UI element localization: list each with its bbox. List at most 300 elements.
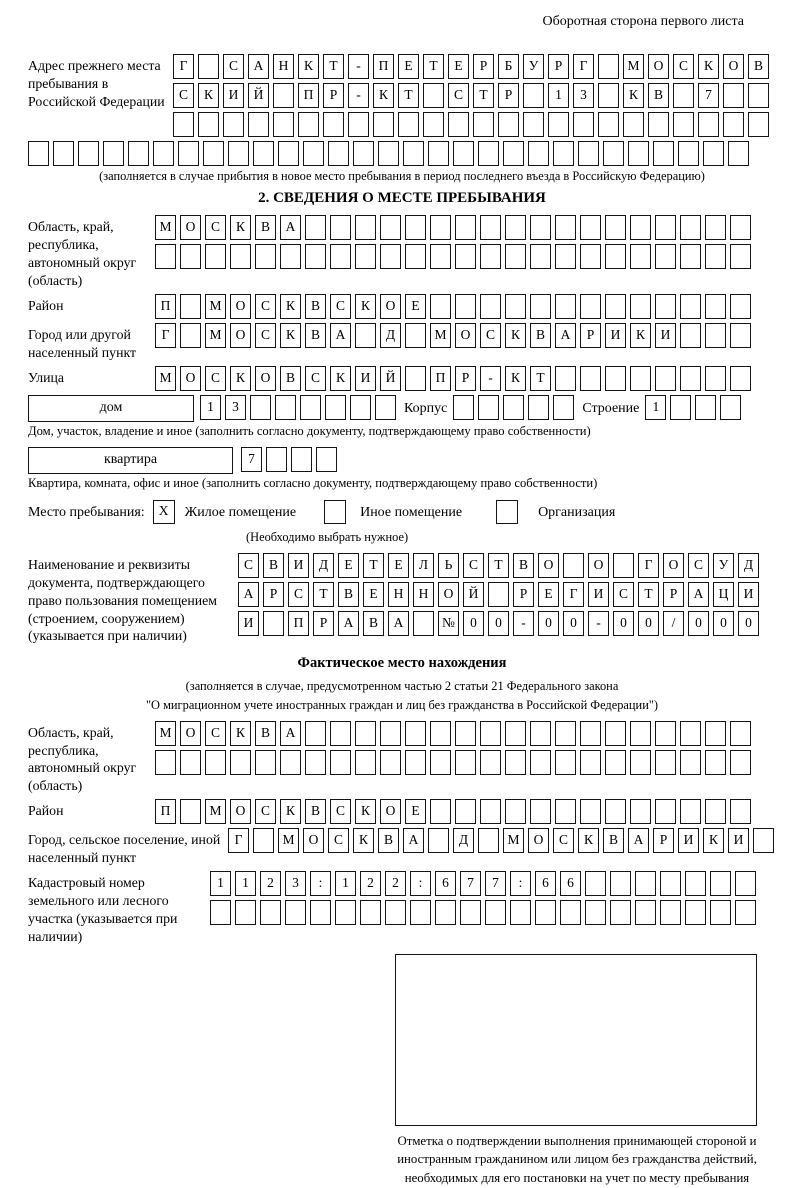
char-cell[interactable]: Л [413, 553, 434, 578]
char-cell[interactable] [670, 395, 691, 420]
char-cell[interactable]: Г [573, 54, 594, 79]
char-cell[interactable] [285, 900, 306, 925]
char-cell[interactable]: О [538, 553, 559, 578]
char-cell[interactable] [305, 750, 326, 775]
char-cell[interactable] [305, 215, 326, 240]
char-cell[interactable]: М [205, 294, 226, 319]
char-cell[interactable]: К [373, 83, 394, 108]
char-cell[interactable] [730, 721, 751, 746]
char-cell[interactable]: В [338, 582, 359, 607]
char-cell[interactable]: Е [405, 294, 426, 319]
char-cell[interactable] [330, 244, 351, 269]
char-cell[interactable]: К [280, 323, 301, 348]
char-cell[interactable] [730, 750, 751, 775]
char-cell[interactable]: А [628, 828, 649, 853]
char-cell[interactable]: 1 [335, 871, 356, 896]
char-cell[interactable]: М [155, 366, 176, 391]
char-cell[interactable]: Ц [713, 582, 734, 607]
char-cell[interactable]: Г [155, 323, 176, 348]
char-cell[interactable]: Е [405, 799, 426, 824]
char-cell[interactable] [585, 871, 606, 896]
char-cell[interactable] [630, 215, 651, 240]
char-cell[interactable] [680, 323, 701, 348]
char-cell[interactable]: О [723, 54, 744, 79]
char-cell[interactable] [705, 294, 726, 319]
char-cell[interactable]: 0 [563, 611, 584, 636]
char-cell[interactable] [480, 799, 501, 824]
char-cell[interactable]: В [305, 799, 326, 824]
char-cell[interactable] [250, 395, 271, 420]
char-cell[interactable]: А [688, 582, 709, 607]
char-cell[interactable] [305, 721, 326, 746]
char-cell[interactable] [273, 83, 294, 108]
char-cell[interactable]: Т [323, 54, 344, 79]
char-cell[interactable]: М [205, 799, 226, 824]
char-cell[interactable]: М [430, 323, 451, 348]
char-cell[interactable] [455, 721, 476, 746]
char-cell[interactable]: Р [313, 611, 334, 636]
char-cell[interactable]: 7 [698, 83, 719, 108]
char-cell[interactable]: К [630, 323, 651, 348]
char-cell[interactable] [310, 900, 331, 925]
char-cell[interactable] [385, 900, 406, 925]
char-cell[interactable] [680, 244, 701, 269]
char-cell[interactable] [555, 721, 576, 746]
char-cell[interactable]: О [588, 553, 609, 578]
char-cell[interactable]: П [155, 799, 176, 824]
char-cell[interactable] [673, 83, 694, 108]
char-cell[interactable] [530, 294, 551, 319]
char-cell[interactable] [230, 244, 251, 269]
char-cell[interactable]: Т [313, 582, 334, 607]
char-cell[interactable] [173, 112, 194, 137]
char-cell[interactable]: С [688, 553, 709, 578]
char-cell[interactable] [503, 395, 524, 420]
char-cell[interactable] [680, 750, 701, 775]
char-cell[interactable] [523, 83, 544, 108]
char-cell[interactable]: Н [273, 54, 294, 79]
char-cell[interactable]: А [338, 611, 359, 636]
char-cell[interactable] [455, 294, 476, 319]
char-cell[interactable] [610, 900, 631, 925]
char-cell[interactable] [548, 112, 569, 137]
char-cell[interactable]: О [180, 366, 201, 391]
char-cell[interactable] [153, 141, 174, 166]
char-cell[interactable]: О [438, 582, 459, 607]
char-cell[interactable]: Д [738, 553, 759, 578]
char-cell[interactable]: П [155, 294, 176, 319]
char-cell[interactable] [705, 323, 726, 348]
char-cell[interactable] [478, 828, 499, 853]
char-cell[interactable] [488, 582, 509, 607]
char-cell[interactable]: 3 [225, 395, 246, 420]
char-cell[interactable] [703, 141, 724, 166]
char-cell[interactable] [485, 900, 506, 925]
char-cell[interactable]: Е [338, 553, 359, 578]
char-cell[interactable] [435, 900, 456, 925]
char-cell[interactable] [280, 244, 301, 269]
char-cell[interactable] [355, 244, 376, 269]
char-cell[interactable] [648, 112, 669, 137]
char-cell[interactable]: С [288, 582, 309, 607]
char-cell[interactable] [705, 215, 726, 240]
char-cell[interactable]: - [480, 366, 501, 391]
char-cell[interactable] [330, 721, 351, 746]
char-cell[interactable] [748, 112, 769, 137]
char-cell[interactable]: 0 [613, 611, 634, 636]
char-cell[interactable] [630, 366, 651, 391]
char-cell[interactable] [705, 750, 726, 775]
char-cell[interactable]: Р [663, 582, 684, 607]
char-cell[interactable]: В [255, 721, 276, 746]
char-cell[interactable] [455, 799, 476, 824]
char-cell[interactable] [710, 871, 731, 896]
char-cell[interactable] [455, 244, 476, 269]
char-cell[interactable] [505, 294, 526, 319]
char-cell[interactable] [535, 900, 556, 925]
char-cell[interactable] [730, 244, 751, 269]
char-cell[interactable] [655, 215, 676, 240]
char-cell[interactable] [705, 244, 726, 269]
char-cell[interactable]: В [513, 553, 534, 578]
char-cell[interactable]: К [198, 83, 219, 108]
char-cell[interactable]: Д [313, 553, 334, 578]
char-cell[interactable]: С [238, 553, 259, 578]
char-cell[interactable] [428, 141, 449, 166]
char-cell[interactable]: Т [473, 83, 494, 108]
char-cell[interactable] [748, 83, 769, 108]
char-cell[interactable]: О [180, 721, 201, 746]
char-cell[interactable] [635, 871, 656, 896]
char-cell[interactable]: Н [413, 582, 434, 607]
char-cell[interactable]: Й [248, 83, 269, 108]
char-cell[interactable]: 1 [548, 83, 569, 108]
char-cell[interactable] [480, 750, 501, 775]
char-cell[interactable] [553, 395, 574, 420]
char-cell[interactable] [78, 141, 99, 166]
char-cell[interactable]: - [348, 83, 369, 108]
char-cell[interactable]: О [255, 366, 276, 391]
char-cell[interactable]: О [230, 323, 251, 348]
char-cell[interactable] [480, 294, 501, 319]
char-cell[interactable] [398, 112, 419, 137]
char-cell[interactable] [678, 141, 699, 166]
char-cell[interactable] [478, 395, 499, 420]
char-cell[interactable] [460, 900, 481, 925]
char-cell[interactable] [580, 215, 601, 240]
char-cell[interactable] [695, 395, 716, 420]
char-cell[interactable] [635, 900, 656, 925]
char-cell[interactable] [685, 871, 706, 896]
char-cell[interactable]: К [355, 799, 376, 824]
char-cell[interactable]: С [255, 323, 276, 348]
char-cell[interactable] [380, 750, 401, 775]
char-cell[interactable]: И [605, 323, 626, 348]
char-cell[interactable] [698, 112, 719, 137]
char-cell[interactable] [723, 83, 744, 108]
char-cell[interactable]: И [288, 553, 309, 578]
char-cell[interactable] [350, 395, 371, 420]
char-cell[interactable] [375, 395, 396, 420]
char-cell[interactable] [680, 294, 701, 319]
char-cell[interactable]: К [298, 54, 319, 79]
char-cell[interactable]: А [403, 828, 424, 853]
char-cell[interactable] [53, 141, 74, 166]
char-cell[interactable] [223, 112, 244, 137]
char-cell[interactable] [260, 900, 281, 925]
char-cell[interactable] [605, 799, 626, 824]
char-cell[interactable]: Т [488, 553, 509, 578]
char-cell[interactable]: 0 [738, 611, 759, 636]
char-cell[interactable]: И [678, 828, 699, 853]
char-cell[interactable]: К [280, 294, 301, 319]
char-cell[interactable]: К [230, 366, 251, 391]
char-cell[interactable]: К [698, 54, 719, 79]
char-cell[interactable] [623, 112, 644, 137]
char-cell[interactable] [630, 799, 651, 824]
char-cell[interactable]: С [205, 215, 226, 240]
char-cell[interactable] [330, 215, 351, 240]
char-cell[interactable] [198, 112, 219, 137]
char-cell[interactable]: И [223, 83, 244, 108]
char-cell[interactable] [355, 323, 376, 348]
char-cell[interactable]: О [230, 799, 251, 824]
char-cell[interactable] [730, 215, 751, 240]
char-cell[interactable] [280, 750, 301, 775]
char-cell[interactable] [673, 112, 694, 137]
char-cell[interactable]: 6 [560, 871, 581, 896]
char-cell[interactable]: Р [323, 83, 344, 108]
char-cell[interactable] [505, 721, 526, 746]
char-cell[interactable] [291, 447, 312, 472]
char-cell[interactable]: 6 [535, 871, 556, 896]
char-cell[interactable] [316, 447, 337, 472]
char-cell[interactable] [573, 112, 594, 137]
char-cell[interactable]: Ь [438, 553, 459, 578]
char-cell[interactable] [28, 141, 49, 166]
char-cell[interactable]: Е [538, 582, 559, 607]
char-cell[interactable]: Й [463, 582, 484, 607]
char-cell[interactable] [453, 395, 474, 420]
char-cell[interactable]: С [448, 83, 469, 108]
char-cell[interactable] [355, 215, 376, 240]
char-cell[interactable] [203, 141, 224, 166]
char-cell[interactable]: Е [398, 54, 419, 79]
char-cell[interactable]: № [438, 611, 459, 636]
char-cell[interactable]: К [355, 294, 376, 319]
char-cell[interactable] [205, 244, 226, 269]
char-cell[interactable]: 1 [200, 395, 221, 420]
char-cell[interactable]: И [655, 323, 676, 348]
char-cell[interactable]: К [230, 215, 251, 240]
char-cell[interactable] [430, 294, 451, 319]
char-cell[interactable]: Д [453, 828, 474, 853]
char-cell[interactable] [360, 900, 381, 925]
char-cell[interactable] [273, 112, 294, 137]
char-cell[interactable]: С [205, 366, 226, 391]
char-cell[interactable] [155, 244, 176, 269]
char-cell[interactable] [628, 141, 649, 166]
char-cell[interactable]: 7 [460, 871, 481, 896]
char-cell[interactable] [530, 799, 551, 824]
char-cell[interactable]: С [553, 828, 574, 853]
char-cell[interactable] [348, 112, 369, 137]
char-cell[interactable]: - [513, 611, 534, 636]
char-cell[interactable]: С [173, 83, 194, 108]
char-cell[interactable] [355, 721, 376, 746]
char-cell[interactable]: Т [530, 366, 551, 391]
char-cell[interactable] [680, 799, 701, 824]
char-cell[interactable] [155, 750, 176, 775]
char-cell[interactable] [253, 828, 274, 853]
char-cell[interactable]: В [530, 323, 551, 348]
char-cell[interactable]: А [280, 215, 301, 240]
char-cell[interactable] [353, 141, 374, 166]
char-cell[interactable]: В [305, 294, 326, 319]
char-cell[interactable] [523, 112, 544, 137]
char-cell[interactable] [405, 323, 426, 348]
char-cell[interactable]: В [363, 611, 384, 636]
char-cell[interactable] [605, 244, 626, 269]
char-cell[interactable] [530, 721, 551, 746]
char-cell[interactable]: И [738, 582, 759, 607]
char-cell[interactable]: 2 [360, 871, 381, 896]
char-cell[interactable]: О [380, 799, 401, 824]
char-cell[interactable]: А [555, 323, 576, 348]
char-cell[interactable]: В [305, 323, 326, 348]
char-cell[interactable] [198, 54, 219, 79]
char-cell[interactable]: Б [498, 54, 519, 79]
char-cell[interactable] [655, 244, 676, 269]
char-cell[interactable] [405, 750, 426, 775]
char-cell[interactable]: К [280, 799, 301, 824]
char-cell[interactable] [555, 244, 576, 269]
char-cell[interactable]: П [298, 83, 319, 108]
char-cell[interactable] [605, 721, 626, 746]
char-cell[interactable] [610, 871, 631, 896]
char-cell[interactable] [428, 828, 449, 853]
char-cell[interactable]: И [728, 828, 749, 853]
char-cell[interactable]: И [588, 582, 609, 607]
char-cell[interactable] [530, 215, 551, 240]
char-cell[interactable]: С [223, 54, 244, 79]
char-cell[interactable] [680, 215, 701, 240]
char-cell[interactable] [300, 395, 321, 420]
char-cell[interactable] [498, 112, 519, 137]
char-cell[interactable]: Е [388, 553, 409, 578]
char-cell[interactable] [380, 721, 401, 746]
char-cell[interactable] [580, 244, 601, 269]
char-cell[interactable]: С [463, 553, 484, 578]
char-cell[interactable]: 3 [573, 83, 594, 108]
char-cell[interactable] [580, 721, 601, 746]
char-cell[interactable]: М [155, 721, 176, 746]
char-cell[interactable]: Т [363, 553, 384, 578]
char-cell[interactable]: Р [263, 582, 284, 607]
char-cell[interactable]: О [380, 294, 401, 319]
char-cell[interactable]: Р [473, 54, 494, 79]
char-cell[interactable]: С [305, 366, 326, 391]
char-cell[interactable] [373, 112, 394, 137]
char-cell[interactable] [680, 366, 701, 391]
char-cell[interactable]: С [205, 721, 226, 746]
char-cell[interactable] [423, 83, 444, 108]
char-cell[interactable]: О [528, 828, 549, 853]
char-cell[interactable]: Е [363, 582, 384, 607]
char-cell[interactable] [180, 323, 201, 348]
char-cell[interactable]: К [578, 828, 599, 853]
char-cell[interactable]: 2 [385, 871, 406, 896]
char-cell[interactable] [530, 750, 551, 775]
char-cell[interactable] [505, 215, 526, 240]
char-cell[interactable]: В [255, 215, 276, 240]
char-cell[interactable]: С [673, 54, 694, 79]
char-cell[interactable]: 3 [285, 871, 306, 896]
char-cell[interactable] [555, 215, 576, 240]
char-cell[interactable] [655, 721, 676, 746]
char-cell[interactable] [413, 611, 434, 636]
char-cell[interactable]: С [330, 294, 351, 319]
char-cell[interactable] [728, 141, 749, 166]
char-cell[interactable] [720, 395, 741, 420]
char-cell[interactable]: В [648, 83, 669, 108]
char-cell[interactable]: : [510, 871, 531, 896]
char-cell[interactable]: У [713, 553, 734, 578]
char-cell[interactable]: С [613, 582, 634, 607]
char-cell[interactable] [630, 750, 651, 775]
char-cell[interactable] [303, 141, 324, 166]
char-cell[interactable] [655, 799, 676, 824]
char-cell[interactable] [530, 244, 551, 269]
char-cell[interactable] [305, 244, 326, 269]
char-cell[interactable] [605, 294, 626, 319]
char-cell[interactable] [660, 871, 681, 896]
char-cell[interactable]: В [603, 828, 624, 853]
char-cell[interactable] [235, 900, 256, 925]
char-cell[interactable] [410, 900, 431, 925]
char-cell[interactable]: К [505, 323, 526, 348]
char-cell[interactable] [730, 799, 751, 824]
char-cell[interactable]: 0 [688, 611, 709, 636]
char-cell[interactable]: П [373, 54, 394, 79]
char-cell[interactable] [735, 871, 756, 896]
char-cell[interactable]: М [155, 215, 176, 240]
stay-type-checkbox-residential[interactable]: X [153, 500, 175, 524]
char-cell[interactable]: К [505, 366, 526, 391]
char-cell[interactable] [180, 294, 201, 319]
char-cell[interactable] [555, 799, 576, 824]
char-cell[interactable]: Р [498, 83, 519, 108]
char-cell[interactable] [653, 141, 674, 166]
char-cell[interactable] [430, 215, 451, 240]
char-cell[interactable]: 2 [260, 871, 281, 896]
char-cell[interactable] [730, 294, 751, 319]
char-cell[interactable] [253, 141, 274, 166]
char-cell[interactable]: К [623, 83, 644, 108]
char-cell[interactable] [555, 750, 576, 775]
char-cell[interactable] [275, 395, 296, 420]
char-cell[interactable]: : [310, 871, 331, 896]
char-cell[interactable]: - [348, 54, 369, 79]
char-cell[interactable]: С [255, 294, 276, 319]
char-cell[interactable]: О [663, 553, 684, 578]
char-cell[interactable]: В [748, 54, 769, 79]
char-cell[interactable] [685, 900, 706, 925]
char-cell[interactable] [430, 244, 451, 269]
char-cell[interactable]: 0 [463, 611, 484, 636]
char-cell[interactable] [430, 721, 451, 746]
char-cell[interactable]: С [480, 323, 501, 348]
